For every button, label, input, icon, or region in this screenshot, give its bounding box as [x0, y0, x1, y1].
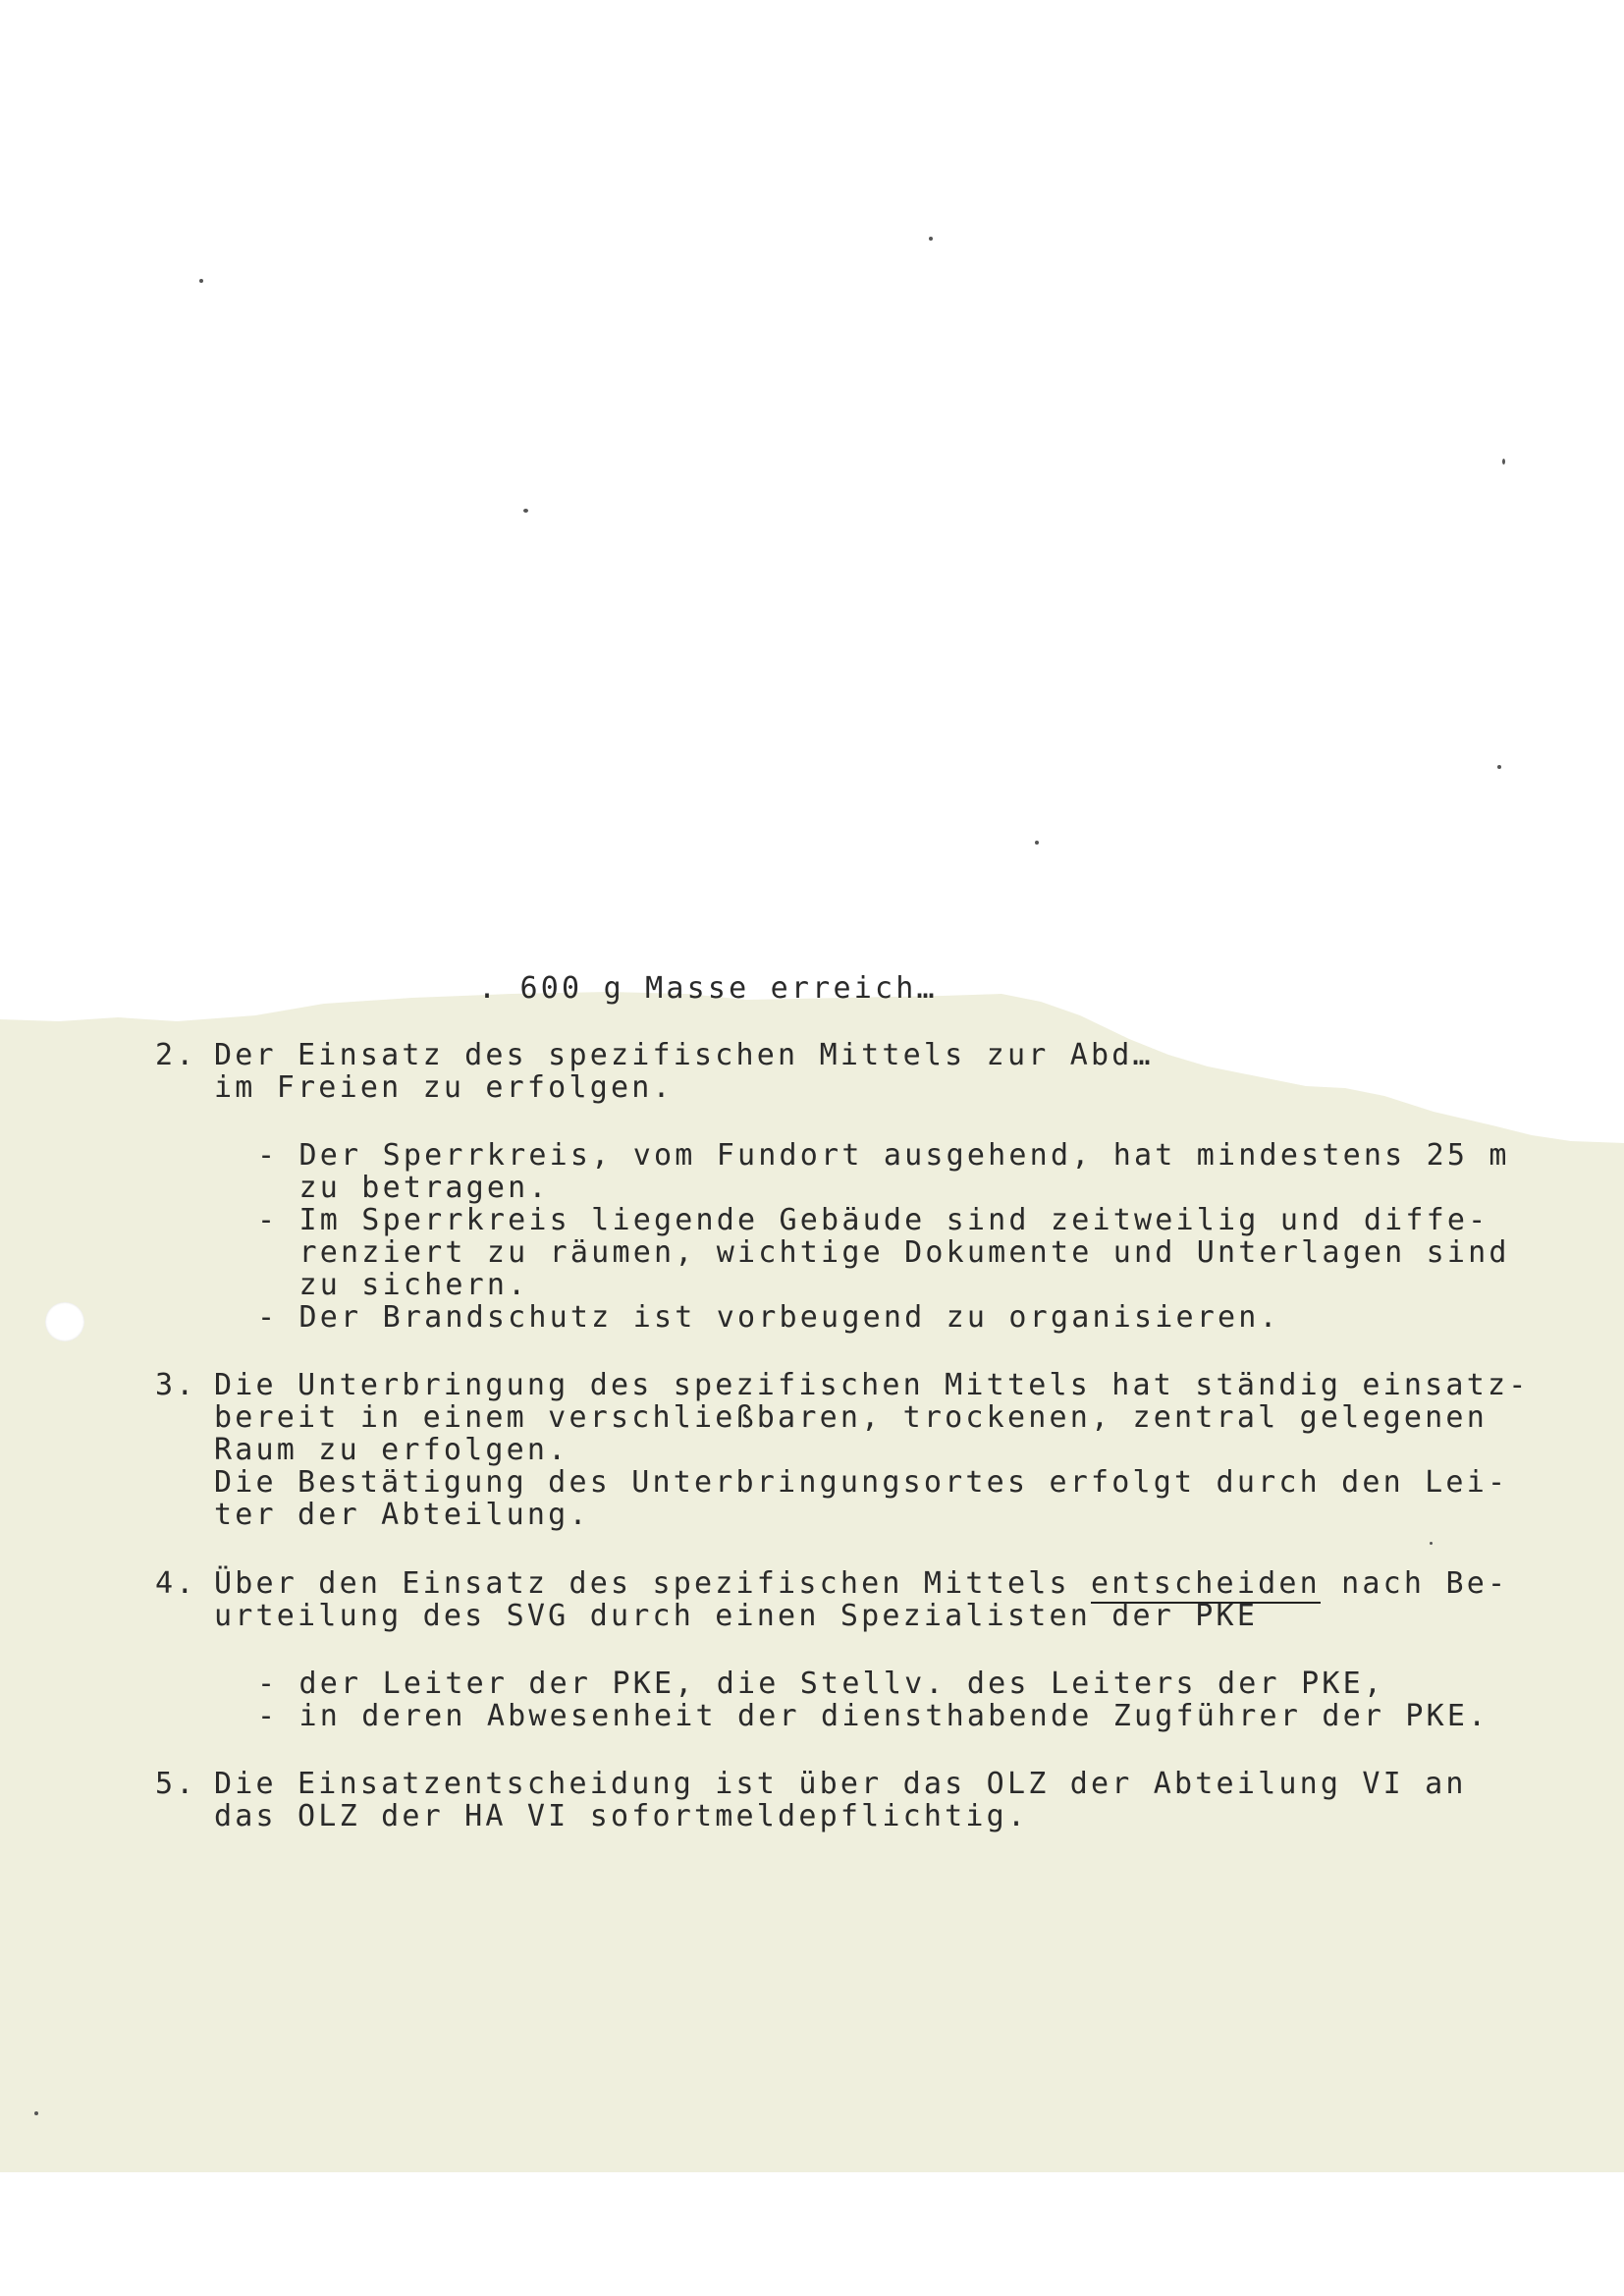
item-number-2: 2.: [155, 1038, 197, 1072]
item-3-line-2: bereit in einem verschließbaren, trockenen, zentral gelegenen: [214, 1400, 1488, 1435]
scan-speck: [34, 2111, 38, 2115]
item-2-bullet-3-line-1: - Der Brandschutz ist vorbeugend zu organisieren.: [257, 1300, 1280, 1335]
item-2-bullet-2-line-1: - Im Sperrkreis liegende Gebäude sind zeitweilig und diffe-: [257, 1203, 1489, 1237]
item-number-4: 4.: [155, 1566, 197, 1601]
item-2-bullet-1-line-1: - Der Sperrkreis, vom Fundort ausgehend, hat mindestens 25 m: [257, 1138, 1510, 1173]
item-3-line-1: Die Unterbringung des spezifischen Mittels hat ständig einsatz-: [214, 1368, 1530, 1402]
item-4-bullet-2: - in deren Abwesenheit der diensthabende Zugführer der PKE.: [257, 1699, 1489, 1733]
item-5-line-1: Die Einsatzentscheidung ist über das OLZ der Abteilung VI an: [214, 1767, 1467, 1801]
item-4-line-2: urteilung des SVG durch einen Spezialisten der PKE: [214, 1599, 1259, 1633]
item-2-bullet-2-line-3: zu sichern.: [257, 1268, 529, 1302]
item-2-line-1: Der Einsatz des spezifischen Mittels zur Abd…: [214, 1038, 1154, 1072]
punch-hole: [45, 1302, 84, 1341]
scan-speck: [929, 237, 933, 241]
scan-speck: [1035, 841, 1039, 845]
scan-speck: [1430, 1542, 1433, 1545]
item-4-bullet-1: - der Leiter der PKE, die Stellv. des Leiters der PKE,: [257, 1667, 1385, 1701]
scan-speck: [1497, 765, 1501, 769]
item-2-bullet-2-line-2: renziert zu räumen, wichtige Dokumente und Unterlagen sind: [257, 1235, 1510, 1270]
scan-speck: [523, 509, 528, 513]
torn-fragment-line: . 600 g Masse erreich…: [478, 971, 938, 1006]
item-3-line-4: Die Bestätigung des Unterbringungsortes erfolgt durch den Lei-: [214, 1465, 1509, 1500]
item-4-line-1-end: nach Be-: [1320, 1566, 1509, 1601]
item-2-bullet-1-line-2: zu betragen.: [257, 1171, 550, 1205]
item-number-3: 3.: [155, 1368, 197, 1402]
item-4-line-1-start: Über den Einsatz des spezifischen Mittels: [214, 1566, 1091, 1601]
item-4-line-1: [214, 1567, 1508, 1600]
item-number-5: 5.: [155, 1767, 197, 1801]
item-2-line-2: im Freien zu erfolgen.: [214, 1070, 674, 1105]
item-3-line-3: Raum zu erfolgen.: [214, 1433, 569, 1467]
scan-speck: [199, 279, 203, 283]
underlined-word: entscheiden: [1091, 1566, 1321, 1604]
scan-speck: [1502, 459, 1505, 465]
item-3-line-5: ter der Abteilung.: [214, 1498, 590, 1532]
item-5-line-2: das OLZ der HA VI sofortmeldepflichtig.: [214, 1799, 1029, 1833]
